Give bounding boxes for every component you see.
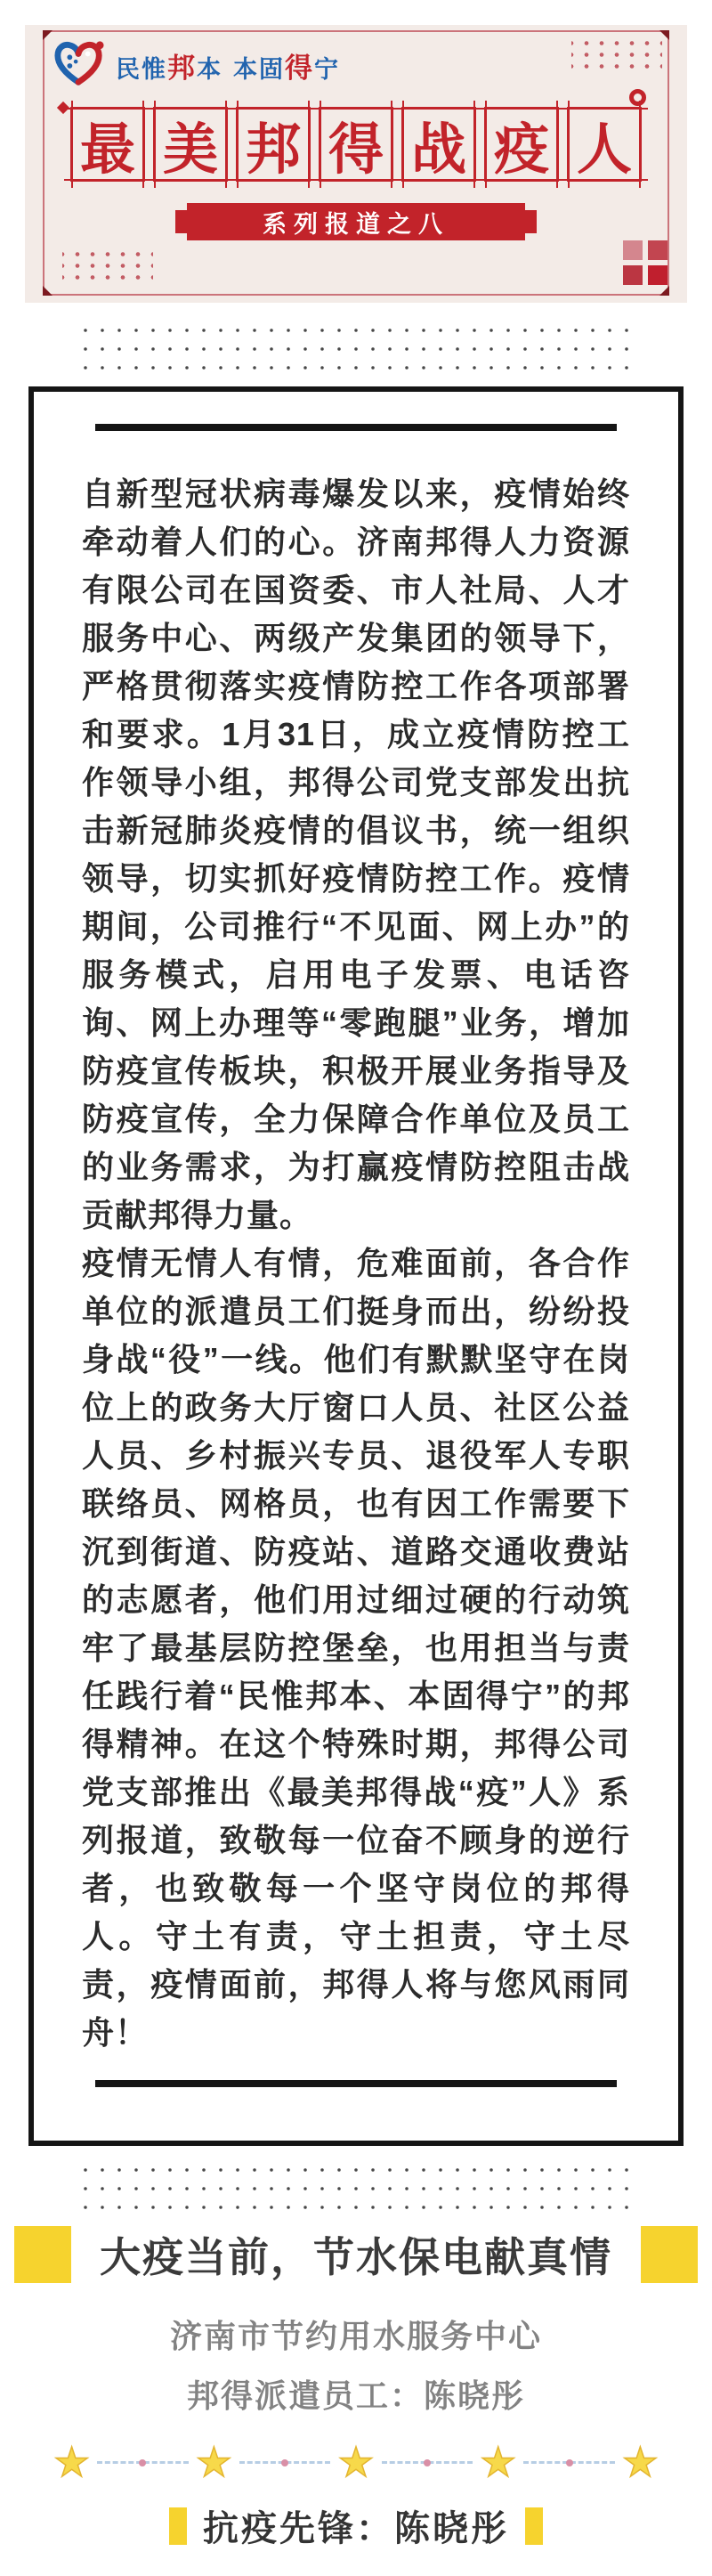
brand-slogan xyxy=(116,45,340,85)
title-char-box xyxy=(70,107,145,182)
yellow-square-icon xyxy=(14,2226,71,2283)
section-subtitle-org: 济南市节约用水服务中心 xyxy=(169,2318,542,2354)
bottom-rule xyxy=(95,2080,617,2087)
star-icon: ★ xyxy=(621,2439,659,2485)
title-char: 邦 xyxy=(245,118,301,181)
squares-pattern xyxy=(623,240,668,285)
red-dots-pattern xyxy=(62,248,153,283)
star-icon: ★ xyxy=(480,2439,517,2485)
star-divider xyxy=(53,2439,659,2485)
square-icon xyxy=(623,265,643,285)
top-rule xyxy=(95,424,617,431)
title-char: 疫 xyxy=(493,118,549,181)
corner-triangle-icon xyxy=(659,286,669,296)
corner-triangle-icon xyxy=(43,286,53,296)
title-char: 美 xyxy=(162,118,218,181)
slogan-part: 本固 xyxy=(233,55,285,83)
heart-logo-icon xyxy=(52,39,107,91)
square-icon xyxy=(623,240,643,260)
article-box xyxy=(28,386,684,2146)
footer-row xyxy=(0,2500,712,2551)
main-title xyxy=(25,107,687,182)
title-char-box xyxy=(401,107,476,182)
dashed-connector xyxy=(97,2461,188,2464)
title-char-box xyxy=(319,107,393,182)
slogan-part: 民惟 xyxy=(116,55,167,83)
section-title: 大疫当前，节水保电献真情 xyxy=(100,2234,612,2280)
article-paragraph: 自新型冠状病毒爆发以来，疫情始终牵动着人们的心。济南邦得人力资源有限公司在国资委、市人社局、人才服务中心、两级产发集团的领导下，严格贯彻落实疫情防控工作各项部署和要求。1月31日，成立疫情防控工作领导小组，邦得公司党支部发出抗击新冠肺炎疫情的倡议书，统一组织领导，切实抓好疫情防控工作。疫情期间，公司推行“不见面、网上办”的服务模式，启用电子发票、电话咨询、网上办理等“零跑腿”业务，增加防疫宣传板块，积极开展业务指导及防疫宣传，全力保障合作单位及员工的业务需求，为打赢疫情防控阻击战贡献邦得力量。 xyxy=(82,475,630,1233)
series-ribbon-label: 系列报道之八 xyxy=(263,210,449,238)
star-icon: ★ xyxy=(337,2439,375,2485)
slogan-part: 得 xyxy=(285,52,314,84)
title-char: 人 xyxy=(576,118,632,181)
article-text xyxy=(82,470,630,2057)
dashed-connector xyxy=(523,2461,614,2464)
dots-divider xyxy=(80,322,632,376)
slogan-part: 邦 xyxy=(167,52,197,84)
title-char-box xyxy=(567,107,642,182)
yellow-bar-icon xyxy=(525,2507,543,2545)
star-icon: ★ xyxy=(195,2439,232,2485)
square-icon xyxy=(648,265,668,285)
title-char-box xyxy=(484,107,559,182)
title-char-box xyxy=(153,107,228,182)
header-card xyxy=(25,25,687,303)
section-title-row xyxy=(0,2224,712,2285)
square-icon xyxy=(648,240,668,260)
star-icon: ★ xyxy=(53,2439,91,2485)
section-subtitle-person: 邦得派遣员工：陈晓彤 xyxy=(186,2377,525,2414)
title-char-box xyxy=(236,107,311,182)
yellow-square-icon xyxy=(641,2226,698,2283)
slogan-part: 本 xyxy=(197,55,222,83)
footer-caption: 抗疫先锋：陈晓彤 xyxy=(203,2509,509,2548)
title-char: 战 xyxy=(410,118,466,181)
dashed-connector xyxy=(382,2461,473,2464)
brand-logo-row xyxy=(52,39,340,91)
dashed-connector xyxy=(239,2461,330,2464)
article-paragraph: 疫情无情人有情，危难面前，各合作单位的派遣员工们挺身而出，纷纷投身战“役”一线。他们有默默坚守在岗位上的政务大厅窗口人员、社区公益人员、乡村振兴专员、退役军人专职联络员、网格员，也有因工作需要下沉到街道、防疫站、道路交通收费站的志愿者，他们用过细过硬的行动筑牢了最基层防控堡垒，也用担当与责任践行着“民惟邦本、本固得宁”的邦得精神。在这个特殊时期，邦得公司党支部推出《最美邦得战“疫”人》系列报道，致敬每一位奋不顾身的逆行者，也致敬每一个坚守岗位的邦得人。守土有责，守土担责，守土尽责，疫情面前，邦得人将与您风雨同舟！ xyxy=(82,1245,630,2051)
title-char: 最 xyxy=(79,118,135,181)
yellow-bar-icon xyxy=(169,2507,187,2545)
red-dots-pattern xyxy=(571,37,662,72)
slogan-part: 宁 xyxy=(314,55,340,83)
title-char: 得 xyxy=(328,118,384,181)
ring-icon xyxy=(629,89,646,106)
series-ribbon xyxy=(187,203,525,240)
dots-divider xyxy=(80,2162,632,2215)
